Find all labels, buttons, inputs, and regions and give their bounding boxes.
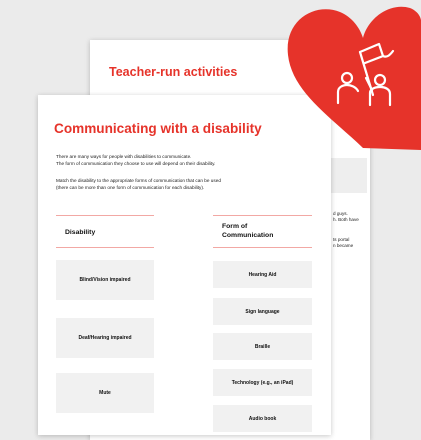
back-snippet-line: h. Both have (333, 217, 359, 222)
form-header-rule-bottom (213, 247, 312, 248)
disability-column-header: Disability (65, 229, 96, 236)
instructions-line: (there can be more than one form of communication for each disability). (56, 185, 205, 190)
communication-form-card[interactable]: Braille (213, 333, 312, 360)
intro-paragraph (56, 153, 306, 167)
back-page-title: Teacher-run activities (109, 65, 238, 79)
intro-line: The form of communication they choose to use will depend on their disability. (56, 161, 216, 166)
back-snippet-line: d guys. (333, 211, 348, 216)
disability-card[interactable]: Mute (56, 373, 154, 413)
back-snippet-line: n became (333, 243, 354, 248)
heart-badge (280, 0, 421, 150)
disability-header-rule-top (56, 215, 154, 216)
form-column-header (222, 222, 273, 240)
form-header-line: Form of (222, 223, 248, 230)
communication-form-card[interactable]: Hearing Aid (213, 261, 312, 288)
instructions-paragraph (56, 177, 306, 191)
instructions-line: Match the disability to the appropriate forms of communication that can be used (56, 178, 221, 183)
communication-form-card[interactable]: Sign language (213, 298, 312, 325)
disability-card[interactable]: Blind/Vision impaired (56, 260, 154, 300)
communication-form-card[interactable]: Audio book (213, 405, 312, 432)
back-snippet-line: ts portal (333, 237, 350, 242)
heart-shape (288, 7, 421, 150)
communication-form-card[interactable]: Technology (e.g., an iPad) (213, 369, 312, 396)
disability-header-rule-bottom (56, 247, 154, 248)
worksheet-title: Communicating with a disability (54, 121, 262, 136)
disability-card[interactable]: Deaf/Hearing impaired (56, 318, 154, 358)
form-header-rule-top (213, 215, 312, 216)
intro-line: There are many ways for people with disabilities to communicate. (56, 154, 192, 159)
form-header-line: Communication (222, 232, 274, 239)
